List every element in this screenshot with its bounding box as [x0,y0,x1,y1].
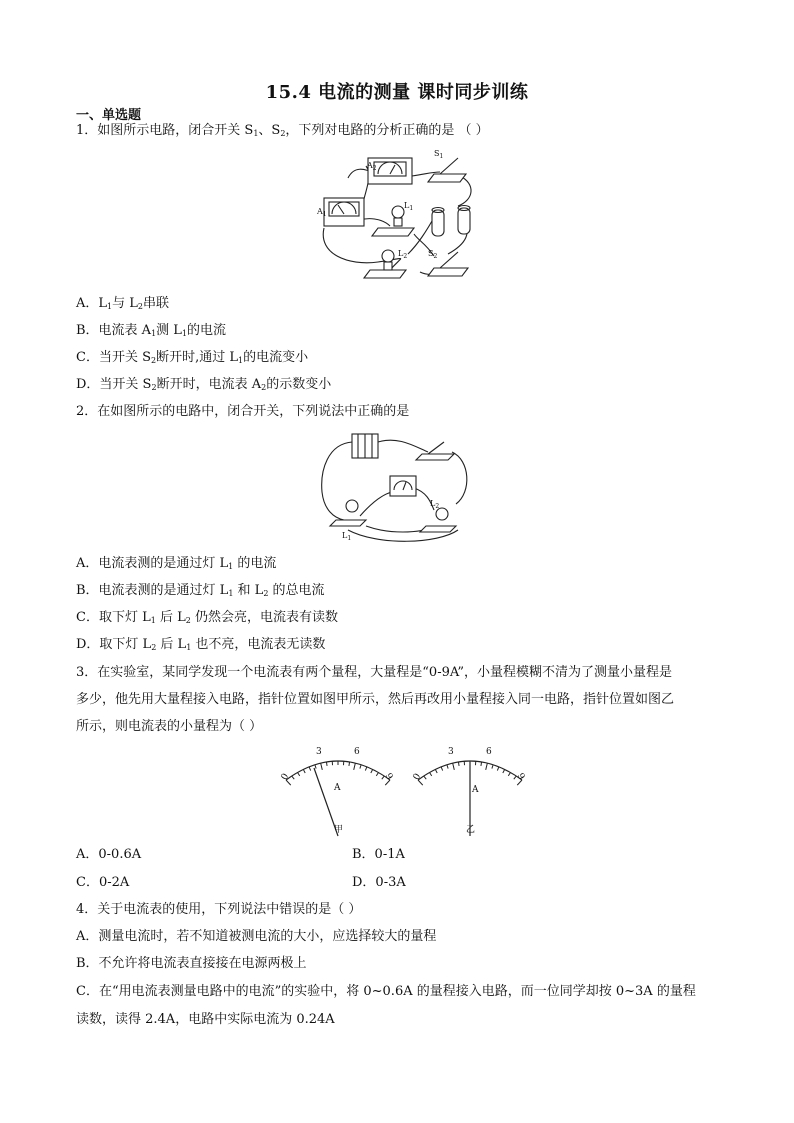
q2-option-a: A．电流表测的是通过灯 $L_1$ 的电流 [76,556,277,571]
q2-l2-label: $L_2$ [430,499,440,510]
meter-tick [360,765,361,769]
q1-stem: 1．如图所示电路，闭合开关 $S_1$、$S_2$，下列对电路的分析正确的是 （ ） [76,123,489,138]
meter-tick [354,763,356,770]
q3-stem-line3: 所示，则电流表的小量程为（ ） [76,719,263,734]
meter-tick [365,767,367,771]
meter-tick [503,769,505,773]
meter-tick [371,769,373,773]
tick-label-6: 6 [354,747,360,757]
meter-tick [376,772,378,775]
tick-label-0: 0 [279,771,292,782]
s2-label: $S_2$ [428,249,438,260]
q3-option-a: A．0-0.6A [76,847,142,862]
tick-label-3: 3 [448,747,454,757]
q3-stem-line2: 多少，他先用大量程接入电路，指针位置如图甲所示，然后再改用小量程接入同一电路，指针位置如图乙 [76,692,675,707]
meter-tick [298,772,300,775]
section-heading: 一、单选题 [76,108,142,123]
a1-label: $A_1$ [317,207,327,218]
q1-option-a: A．$L_1$与 $L_2$串联 [76,296,169,311]
meter-unit: A [472,785,479,795]
q2-circuit-figure [318,430,474,546]
meter-tick [424,776,426,779]
page-title: 15.4 电流的测量 课时同步训练 [265,82,529,103]
meter-jia-caption: 甲 [334,825,344,835]
meter-tick [441,767,443,771]
l2-label: $L_2$ [398,249,408,260]
q3-option-b: B．0-1A [352,847,405,862]
meter-tick [303,769,305,773]
meter-tick [430,772,432,775]
s1-label: $S_1$ [434,149,444,160]
meter-tick [315,765,316,769]
meter-yi-caption: 乙 [466,825,476,835]
l1-label: $L_1$ [404,201,414,212]
q3-stem-line1: 3．在实验室，某同学发现一个电流表有两个量程，大量程是“0-9A”，小量程模糊不清为了测量小量程是 [76,665,672,680]
meter-tick [497,767,499,771]
q2-stem: 2．在如图所示的电路中，闭合开关，下列说法中正确的是 [76,404,410,419]
meter-tick [481,762,482,766]
q1-option-c: C．当开关 $S_2$断开时,通过 $L_1$的电流变小 [76,350,309,365]
q4-option-c-line1: C．在“用电流表测量电路中的电流”的实验中，将 0~0.6A 的量程接入电路，而一位同学却按 0~3A 的量程 [76,984,696,999]
meter-tick [326,762,327,766]
q4-option-b: B．不允许将电流表直接接在电源两极上 [76,956,307,971]
meter-tick [447,765,448,769]
q4-option-c-line2: 读数，读得 2.4A，电路中实际电流为 0.24A [76,1012,335,1027]
q1-option-d: D．当开关 $S_2$断开时，电流表 $A_2$的示数变小 [76,377,332,392]
meter-tick [435,769,437,773]
meter-tick [453,763,455,770]
q3-meter-yi [410,740,530,840]
q1-circuit-figure [308,144,494,282]
tick-label-9: 9 [382,771,395,782]
meter-tick [321,763,323,770]
q4-stem: 4．关于电流表的使用，下列说法中错误的是（ ） [76,902,362,917]
q3-option-c: C．0-2A [76,875,130,890]
a2-label: $A_2$ [367,161,377,172]
meter-tick [292,776,294,779]
q2-l1-label: $L_1$ [342,531,352,542]
q3-meter-jia [278,740,398,840]
tick-label-0: 0 [411,771,424,782]
meter-tick [508,772,510,775]
meter-tick [349,762,350,766]
tick-label-6: 6 [486,747,492,757]
meter-tick [486,763,488,770]
q4-option-a: A．测量电流时，若不知道被测电流的大小，应选择较大的量程 [76,929,437,944]
tick-label-9: 9 [514,771,527,782]
q2-option-c: C．取下灯 $L_1$ 后 $L_2$ 仍然会亮，电流表有读数 [76,610,338,625]
q2-option-d: D．取下灯 $L_2$ 后 $L_1$ 也不亮，电流表无读数 [76,637,326,652]
tick-label-3: 3 [316,747,322,757]
q2-option-b: B．电流表测的是通过灯 $L_1$ 和 $L_2$ 的总电流 [76,583,325,598]
meter-tick [492,765,493,769]
q3-option-d: D．0-3A [352,875,406,890]
meter-unit: A [334,783,341,793]
meter-tick [309,767,311,771]
q1-option-b: B．电流表 $A_1$测 $L_1$的电流 [76,323,227,338]
meter-tick [458,762,459,766]
